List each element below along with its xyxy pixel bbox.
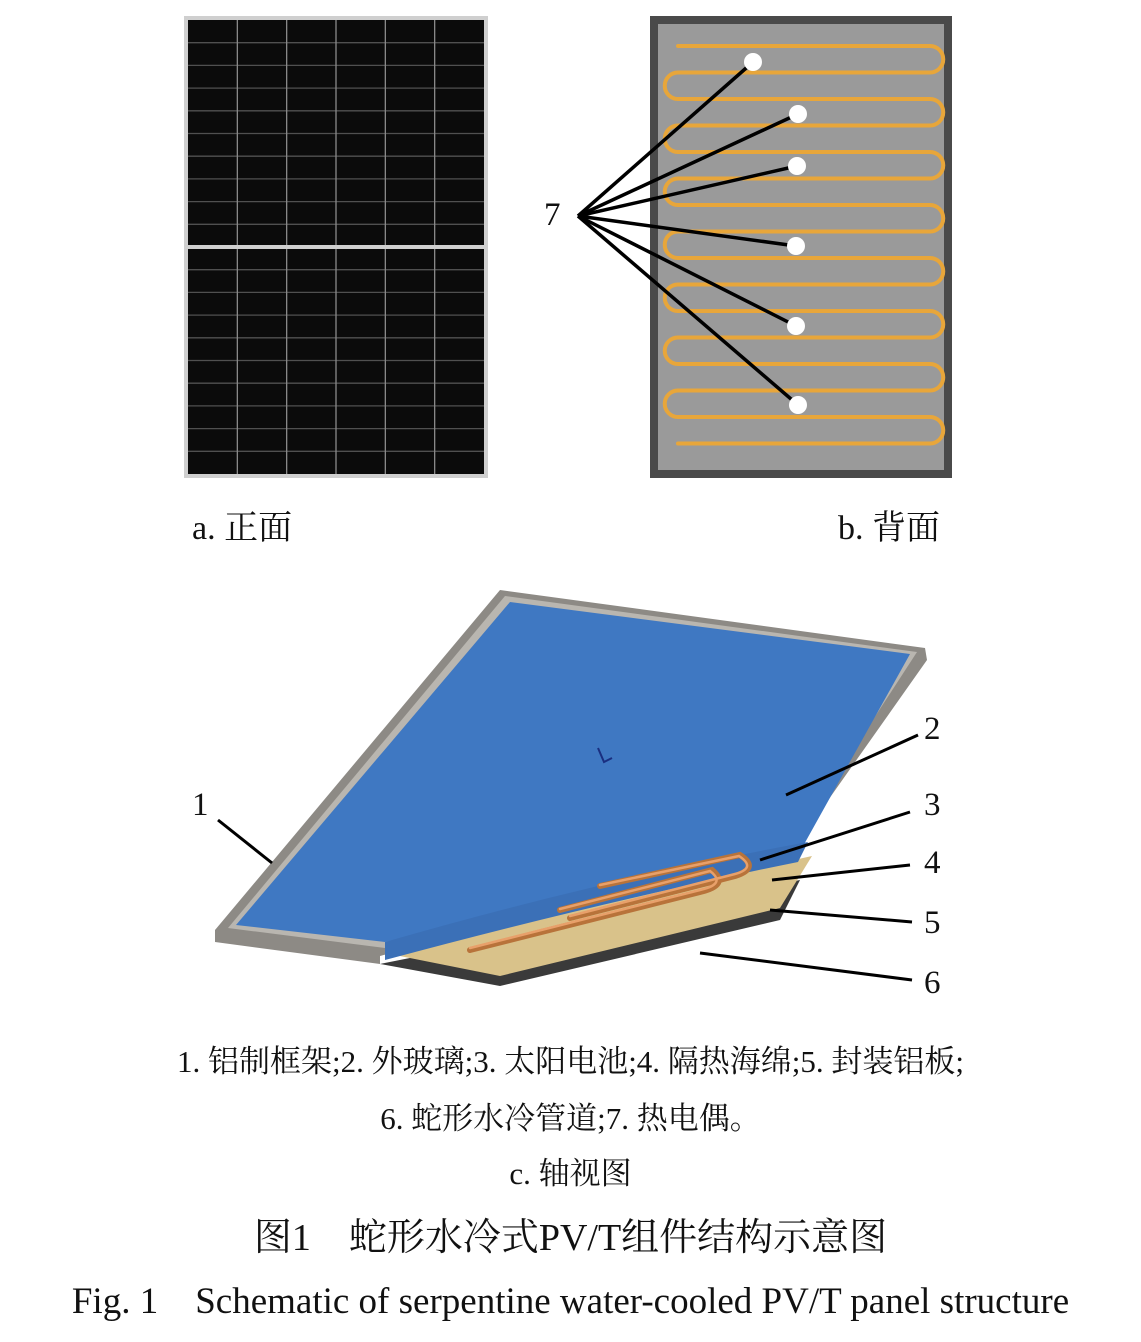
callout-2-glass: 2 (924, 711, 941, 747)
figure-title-en: Fig. 1 Schematic of serpentine water-cooled PV/T panel structure (71, 1281, 1070, 1322)
thermocouple-dot (744, 53, 762, 71)
callout-5-aluminum-plate: 5 (924, 905, 941, 941)
legend-line-2: 6. 蛇形水冷管道;7. 热电偶。 (380, 1101, 761, 1136)
callout-6-pipe: 6 (924, 965, 941, 1001)
thermocouple-dot (789, 105, 807, 123)
thermocouple-dot (788, 157, 806, 175)
callout-4-foam: 4 (924, 845, 941, 881)
thermocouple-dot (787, 237, 805, 255)
legend-line-1: 1. 铝制框架;2. 外玻璃;3. 太阳电池;4. 隔热海绵;5. 封装铝板; (176, 1044, 965, 1079)
panel-a-caption: a. 正面 (192, 510, 293, 547)
callout-1-frame: 1 (192, 787, 209, 823)
panel-back-image (540, 16, 954, 478)
thermocouple-callout: 7 (544, 197, 561, 233)
panel-c-caption: c. 轴视图 (509, 1156, 632, 1191)
callout-3-solar-cell: 3 (924, 787, 941, 823)
thermocouple-dot (789, 396, 807, 414)
panel-isometric-image (0, 580, 1141, 1010)
panel-b-caption: b. 背面 (838, 510, 940, 547)
panel-front-image (184, 16, 488, 478)
figure-title-cn: 图1 蛇形水冷式PV/T组件结构示意图 (253, 1217, 888, 1259)
thermocouple-dot (787, 317, 805, 335)
